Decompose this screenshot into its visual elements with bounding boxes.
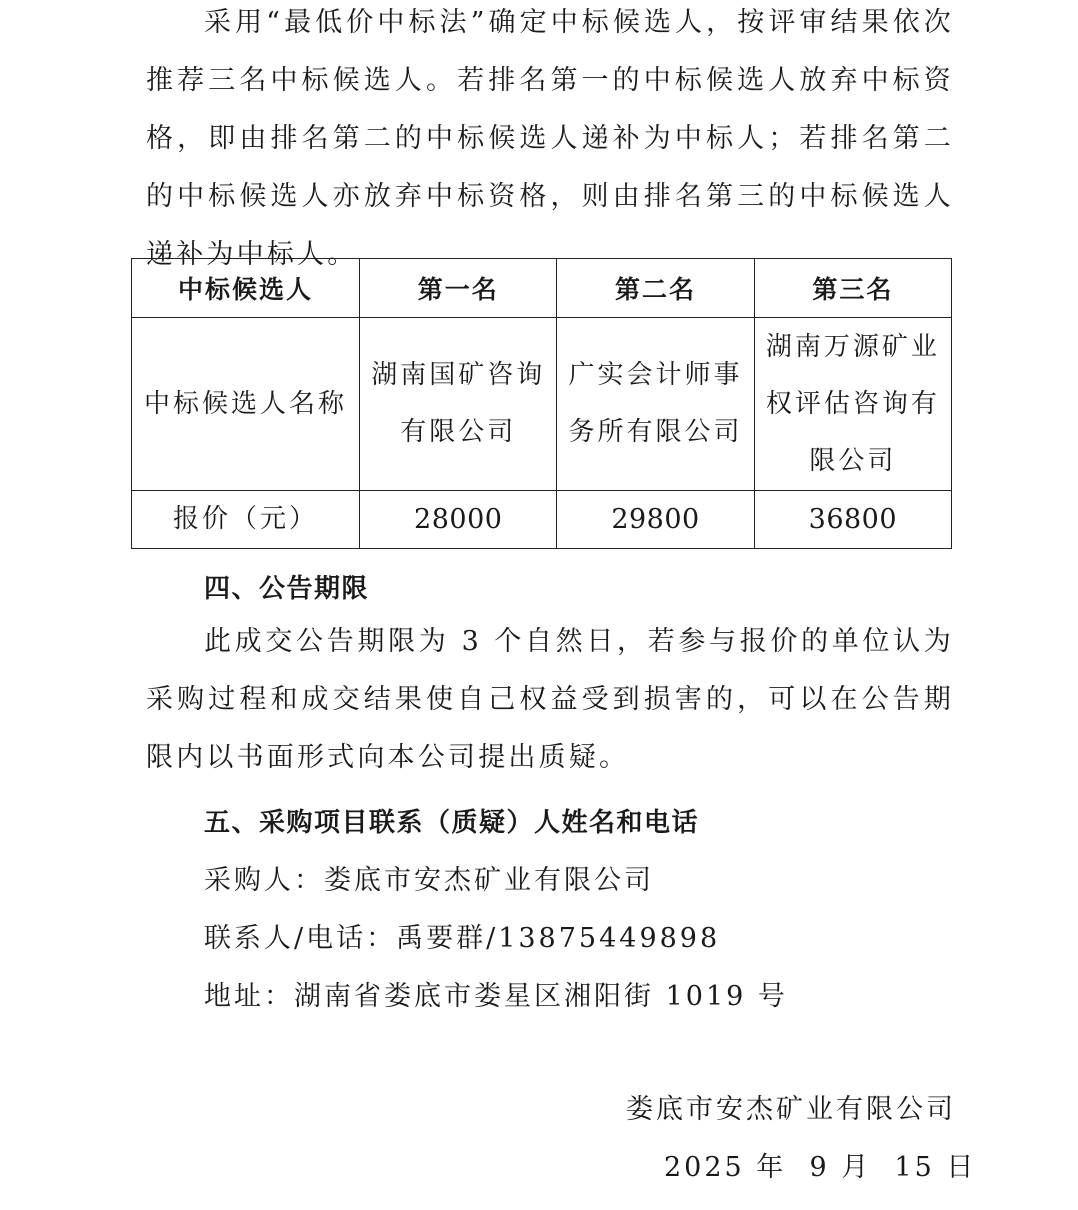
buyer-line: 采购人：娄底市安杰矿业有限公司 [204,865,654,896]
section5-heading: 五、采购项目联系（质疑）人姓名和电话 [204,808,700,838]
signature-company: 娄底市安杰矿业有限公司 [626,1094,956,1125]
price-cell: 29800 [557,491,754,549]
section4-heading: 四、公告期限 [204,574,370,604]
candidate-name-cell: 湖南万源矿业权评估咨询有限公司 [754,318,951,491]
address-line: 地址：湖南省娄底市娄星区湘阳街 1019 号 [204,981,788,1012]
table-row [132,491,952,549]
candidate-name-cell: 湖南国矿咨询有限公司 [360,318,557,491]
candidates-table [131,258,952,549]
table-header-row [132,259,952,318]
section4-body: 此成交公告期限为 3 个自然日，若参与报价的单位认为采购过程和成交结果使自己权益受到损害的，可以在公告期限内以书面形式向本公司提出质疑。 [146,626,954,773]
contact-line: 联系人/电话：禹要群/13875449898 [204,923,721,954]
table-row [132,318,952,491]
header-cell: 第一名 [360,259,557,318]
price-cell: 28000 [360,491,557,549]
header-cell: 第三名 [754,259,951,318]
intro-paragraph: 采用“最低价中标法”确定中标候选人，按评审结果依次推荐三名中标候选人。若排名第一的中标候选人放弃中标资格，即由排名第二的中标候选人递补为中标人；若排名第二的中标候选人亦放弃中标资格，则由排名第三的中标候选人递补为中标人。 [146,7,954,270]
signature-date: 2025 年 9 月 15 日 [664,1152,977,1183]
header-cell: 中标候选人 [132,259,360,318]
candidate-name-cell: 广实会计师事务所有限公司 [557,318,754,491]
header-cell: 第二名 [557,259,754,318]
row-label: 中标候选人名称 [132,318,360,491]
row-label: 报价（元） [132,491,360,549]
price-cell: 36800 [754,491,951,549]
